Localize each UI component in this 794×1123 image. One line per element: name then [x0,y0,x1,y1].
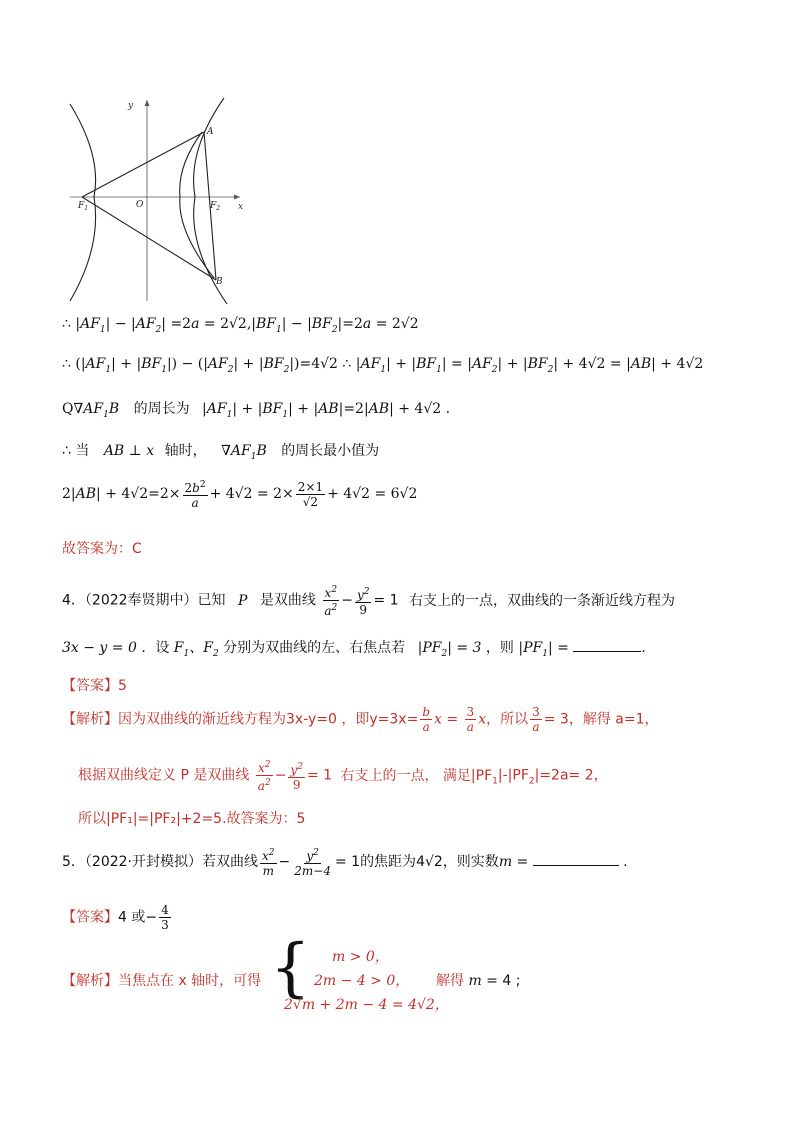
segment-f1-b [82,197,216,280]
y-axis-arrow [145,100,150,106]
point-o-label: O [136,200,144,210]
point-b-label: B [216,277,223,287]
x-axis-label: x [238,202,244,212]
q5-answer: 【答案】4 或− $\frac{4}{3}$ [62,903,169,932]
point-f1-label: $F_1$ [78,201,89,212]
y-axis-label: y [128,101,134,111]
answer-c: 故答案为：C [62,541,142,557]
q5-case-3: 2√m + 2m − 4 = 4√2， [284,997,449,1013]
question-4-line-1: 4．（2022奉贤期中）已知 P 是双曲线 $\frac{x^2}{a^2}$ − $\frac{y^2}{9}$ = 1 右支上的一点，双曲线的一条渐近线方程为 [62,585,676,618]
solution-line-1: ∴ $|AF_1| - |AF_2| =2a = 2√2,|BF_1| - |BF_2|=2a = 2√2$ [62,316,419,335]
answer-blank-q5[interactable] [533,864,619,866]
q5-cases-brace: { [270,931,311,1005]
q5-solve: 解得 m = 4 ; [436,973,521,989]
q4-analysis-line-3: 所以|PF₁|=|PF₂|+2=5.故答案为：5 [78,811,306,827]
point-f2-label: $F_2$ [210,201,221,212]
solution-line-4: ∴ 当 AB ⊥ x 轴时， $\nabla AF_1B$ 的周长最小值为 [62,443,380,462]
q5-case-2: 2m − 4 > 0， [314,973,410,989]
solution-line-5: 2|AB| + 4√2=2× $\frac{2b^2}{a}$ + 4√2 = 2× $\frac{2\times 1}{√2}$ + 4√2 = 6√2 [62,479,418,510]
solution-line-3: $Q\nabla AF_1B$ 的周长为 $|AF_1| + |BF_1| + |AB|=2|AB| + 4√2$ . [62,401,451,420]
question-5-line-1: 5．（2022·开封模拟）若双曲线 $\frac{x^2}{m}$ − $\frac{y^2}{2m-4}$ = 1的焦距为4√2，则实数m = . [62,848,628,878]
question-4-line-2: 3x − y = 0 ．设 $F_1$、$F_2$ 分别为双曲线的左、右焦点若 $|PF_2| = 3$ ，则 $|PF_1|$ = . [62,640,646,659]
therefore-symbol-2: ∴ [62,356,71,372]
q5-analysis: 【解析】当焦点在 x 轴时，可得 [62,973,262,989]
answer-blank-q4[interactable] [573,650,641,652]
q5-case-1: m > 0， [332,949,389,965]
q4-analysis-line-2: 根据双曲线定义 P 是双曲线 $\frac{x^2}{a^2}$ − $\frac{y^2}{9}$ = 1 右支上的一点， 满足$|PF_1|-|PF_2|=2a= 2$， [78,760,608,793]
segment-f1-a [82,132,204,197]
hyperbola-figure [62,96,252,306]
therefore-symbol: ∴ [62,316,71,332]
q4-analysis-line-1: 【解析】因为双曲线的渐近线方程为3x-y=0 ，即y=3x= $\frac{b}{a}$ x = $\frac{3}{a}$ x，所以 $\frac{3}{a}$ = 3，解得 a=1， [62,705,659,734]
solution-line-2: ∴ $(|AF_1| + |BF_1|) - (|AF_2| + |BF_2|)=4√2$ ∴ $|AF_1| + |BF_1| = |AF_2| + |BF_2| + 4√2 = |AB| + 4√2$ [62,356,704,375]
point-a-label: A [207,127,214,137]
x-axis-arrow [234,195,240,200]
q4-answer: 【答案】5 [62,678,127,694]
